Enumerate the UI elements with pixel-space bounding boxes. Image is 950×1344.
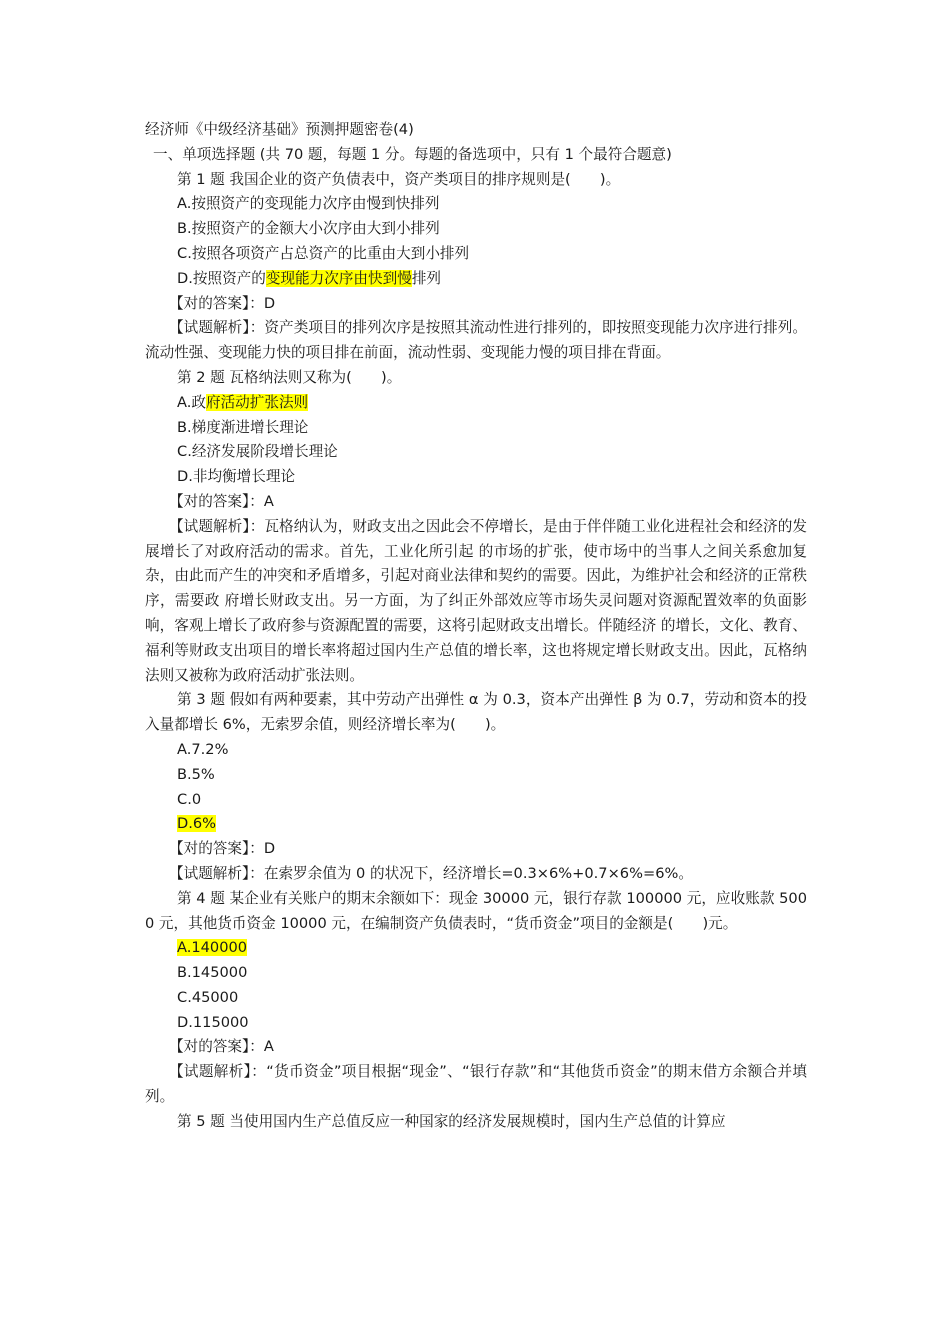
document-page [145,118,807,1135]
question-2-option-c: C.经济发展阶段增长理论 [177,443,338,461]
question-3-stem: 第 3 题 假如有两种要素，其中劳动产出弹性 α 为 0.3，资本产出弹性 β 为 0.7，劳动和资本的投入量都增长 6%，无索罗余值，则经济增长率为( )。 [145,691,807,734]
question-2-option-a [145,391,807,416]
question-1-option-a: A.按照资产的变现能力次序由慢到快排列 [177,195,440,213]
question-1-answer: 【对的答案】：D [169,294,276,312]
highlighted-text: D.6% [177,815,217,833]
question-2-option-b: B.梯度渐进增长理论 [177,418,309,436]
document-title: 经济师《中级经济基础》预测押题密卷(4) [145,121,414,138]
question-2-stem: 第 2 题 瓦格纳法则又称为( )。 [177,368,402,386]
question-2-option-d: D.非均衡增长理论 [177,468,296,486]
question-3-answer: 【对的答案】：D [169,840,276,858]
question-4-answer: 【对的答案】：A [169,1038,274,1056]
section-heading: 一、单项选择题 (共 70 题，每题 1 分。每题的备选项中，只有 1 个最符合题意) [153,145,672,163]
highlighted-text: 变现能力次序由快到慢 [265,269,412,287]
question-1-stem: 第 1 题 我国企业的资产负债表中，资产类项目的排序规则是( )。 [177,170,621,188]
question-4-option-b: B.145000 [177,964,248,982]
option-a-prefix: A.政 [177,393,206,411]
question-3-option-d [145,812,807,837]
question-3-option-b: B.5% [177,765,215,783]
question-3-option-c: C.0 [177,790,202,808]
question-1-option-d [145,267,807,292]
option-d-prefix: D.按照资产的 [177,269,266,287]
highlighted-text: A.140000 [177,939,248,957]
question-4-option-d: D.115000 [177,1013,249,1031]
question-1-option-c: C.按照各项资产占总资产的比重由大到小排列 [177,244,470,262]
question-5-stem: 第 5 题 当使用国内生产总值反应一种国家的经济发展规模时，国内生产总值的计算应 [177,1112,726,1130]
question-4-stem: 第 4 题 某企业有关账户的期末余额如下：现金 30000 元，银行存款 100000 元，应收账款 5000 元，其他货币资金 10000 元，在编制资产负债表时，“货币资金”项目的金额是( )元。 [145,889,807,932]
question-4-option-a [145,936,807,961]
question-4-analysis: 【试题解析】：“货币资金”项目根据“现金”、“银行存款”和“其他货币资金”的期末借方余额合并填列。 [145,1063,807,1106]
question-2-answer: 【对的答案】：A [169,492,274,510]
question-3-analysis: 【试题解析】：在索罗余值为 0 的状况下，经济增长=0.3×6%+0.7×6%=6%。 [169,864,693,882]
question-1-option-b: B.按照资产的金额大小次序由大到小排列 [177,220,440,238]
question-1-analysis: 【试题解析】：资产类项目的排列次序是按照其流动性进行排列的，即按照变现能力次序进行排列。流动性强、变现能力快的项目排在前面，流动性弱、变现能力慢的项目排在背面。 [145,319,807,362]
question-4-option-c: C.45000 [177,988,239,1006]
question-3-option-a: A.7.2% [177,740,229,758]
highlighted-text: 府活动扩张法则 [205,393,309,411]
option-d-suffix: 排列 [411,269,442,287]
question-2-analysis: 【试题解析】：瓦格纳认为，财政支出之因此会不停增长，是由于伴伴随工业化进程社会和经济的发展增长了对政府活动的需求。首先，工业化所引起 的市场的扩张，使市场中的当事人之间关系愈加复杂，由此而产生的冲突和矛盾增多，引起对商业法律和契约的需要。因此，为维护社会和经济的正常秩序，需要政 府增长财政支出。另一方面，为了纠正外部效应等市场失灵问题对资源配置效率的负面影响，客观上增长了政府参与资源配置的需要，这将引起财政支出增长。伴随经济 的增长，文化、教育、福利等财政支出项目的增长率将超过国内生产总值的增长率，这也将规定增长财政支出。因此，瓦格纳法则又被称为政府活动扩张法则。 [145,517,807,684]
